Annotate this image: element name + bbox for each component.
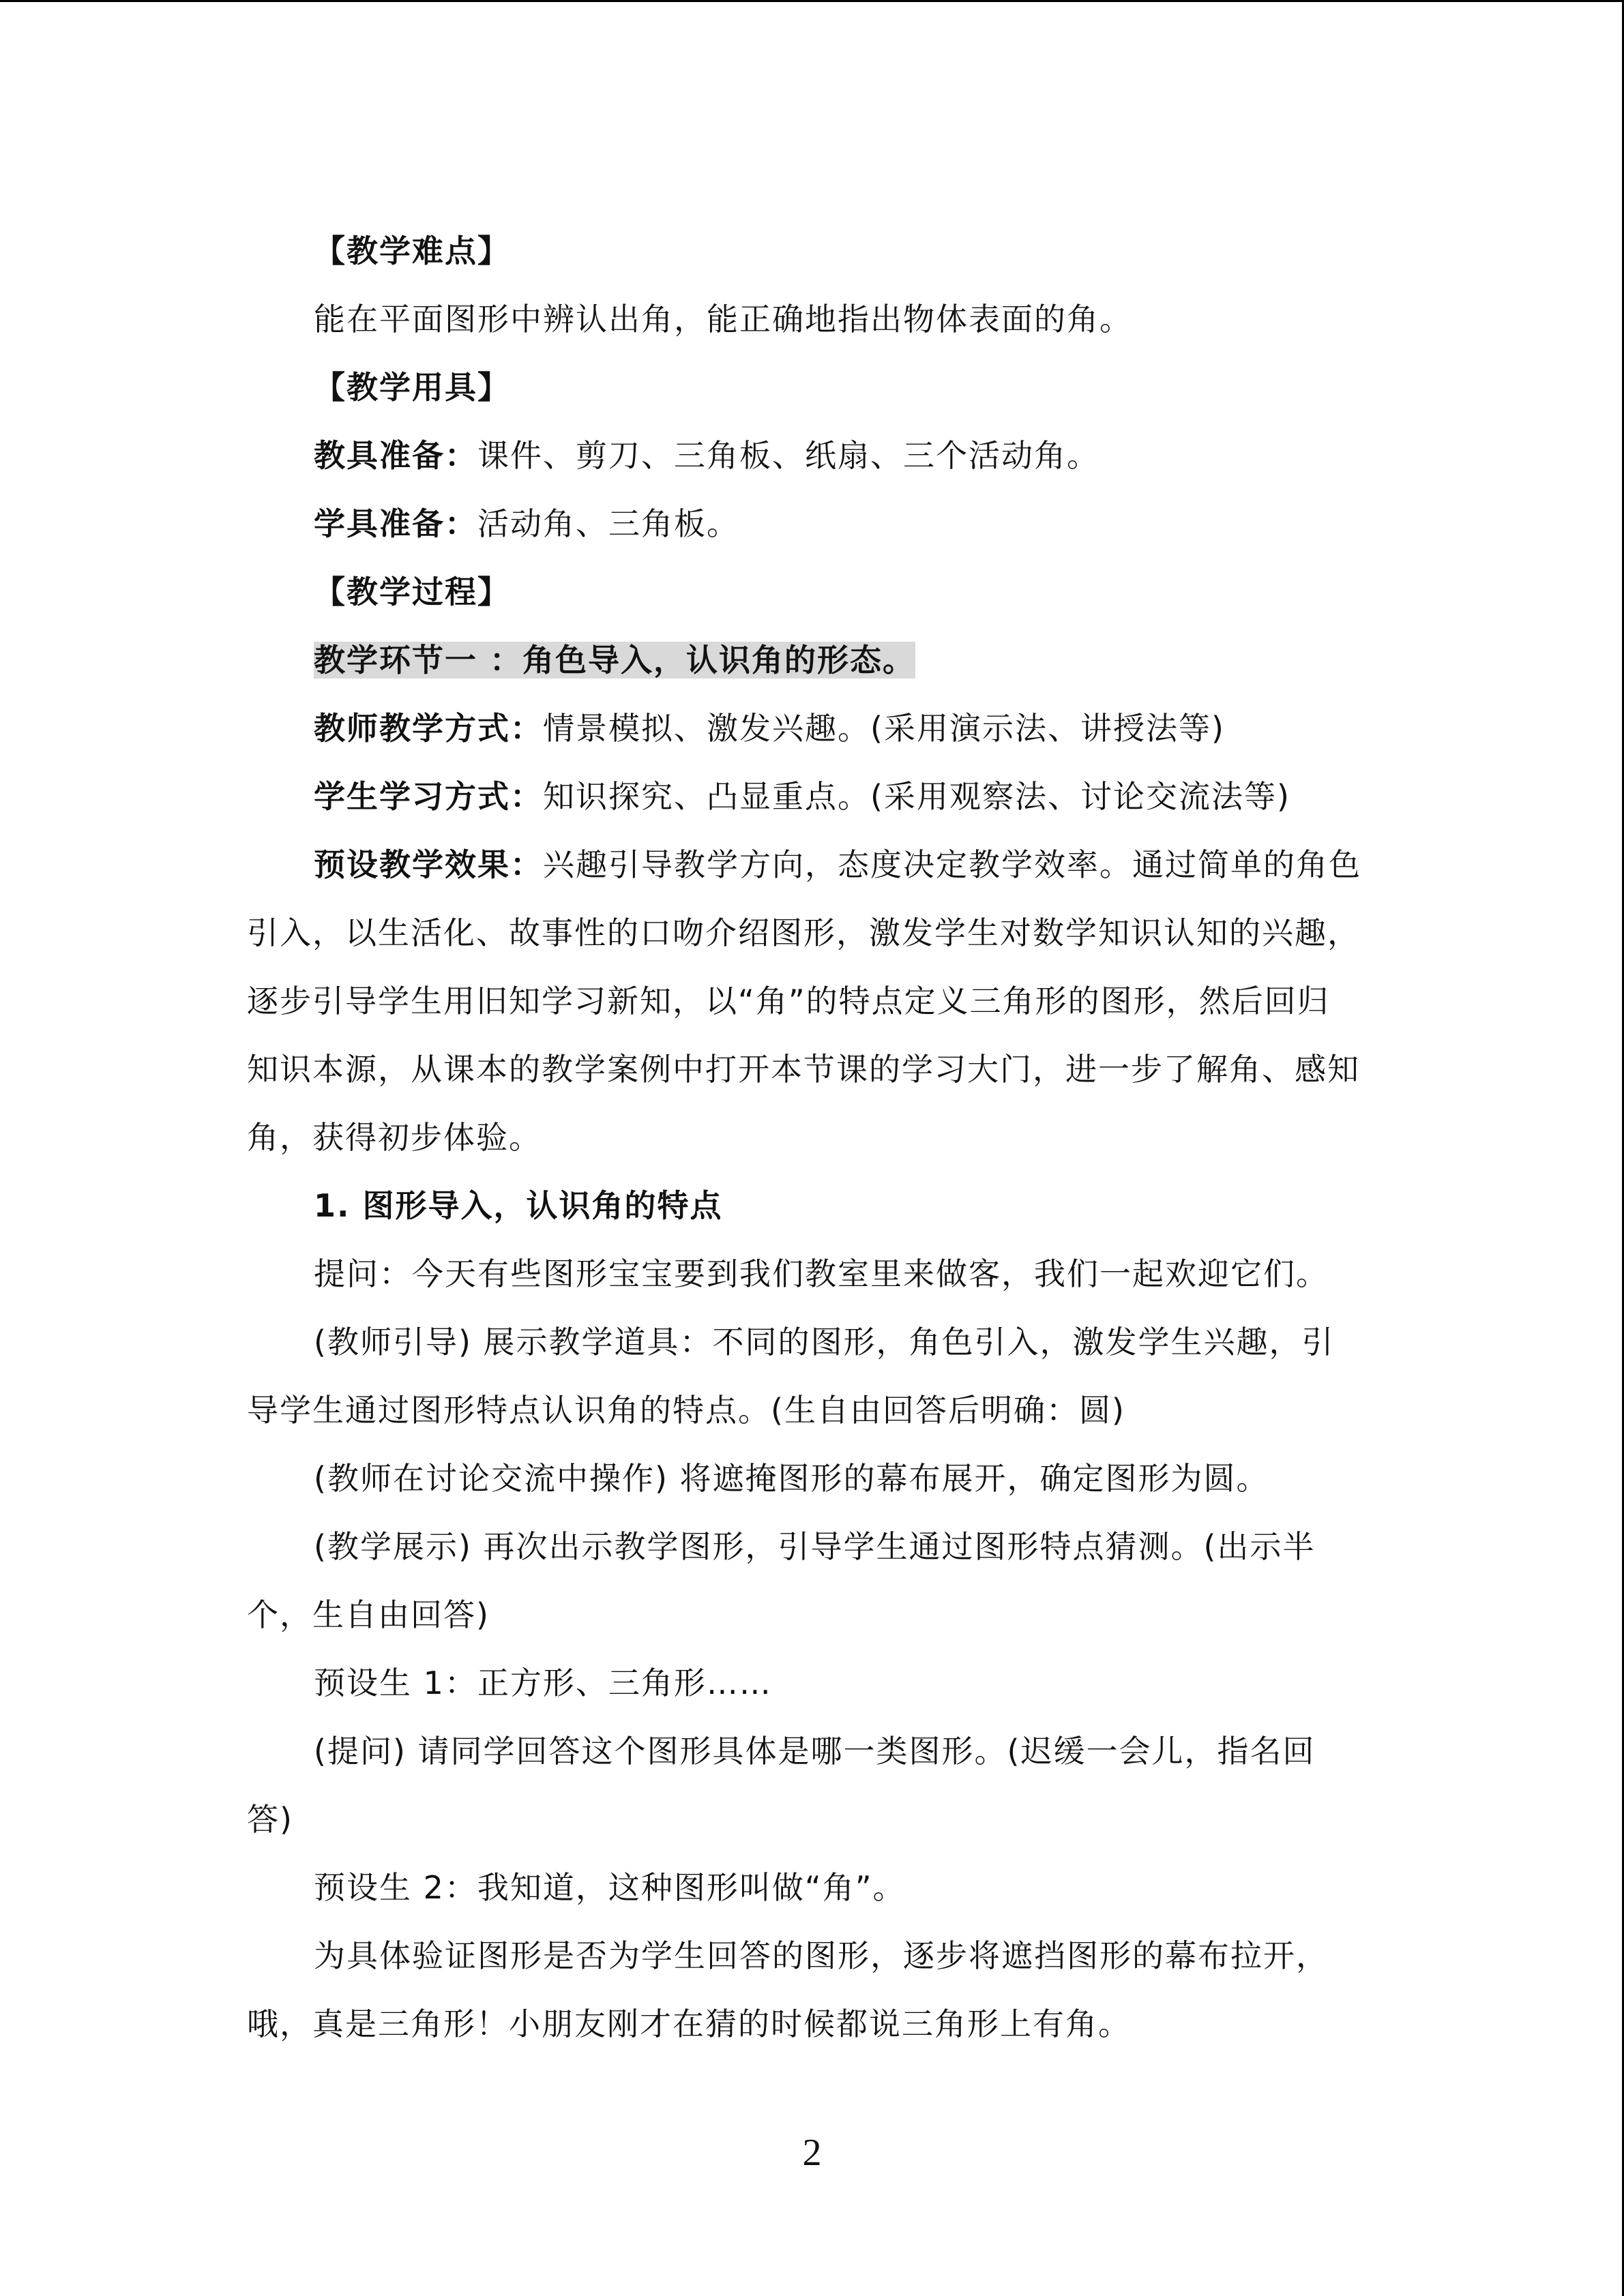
student-tools-label: 学具准备：	[314, 505, 477, 542]
question-paragraph: 提问：今天有些图形宝宝要到我们教室里来做客，我们一起欢迎它们。	[314, 1255, 1329, 1292]
student-method	[247, 762, 1365, 831]
heading-teaching-process: 【教学过程】	[314, 573, 510, 610]
effect-line-3: 逐步引导学生用旧知学习新知，以“角”的特点定义三角形的图形，然后回归	[247, 983, 1330, 1019]
show-line-2: 个，生自由回答)	[247, 1596, 490, 1633]
page-number: 2	[802, 2132, 822, 2174]
operate-paragraph: (教师在讨论交流中操作) 将遮掩图形的幕布展开，确定图形为圆。	[314, 1460, 1269, 1497]
verify-line-1: 为具体验证图形是否为学生回答的图形，逐步将遮挡图形的幕布拉开，	[314, 1937, 1329, 1974]
show-line-1: (教学展示) 再次出示教学图形，引导学生通过图形特点猜测。(出示半	[314, 1528, 1316, 1565]
heading-teaching-tools: 【教学用具】	[314, 369, 510, 406]
ask-line-2: 答)	[247, 1801, 293, 1838]
section1-title: 教学环节一 ：角色导入，认识角的形态。	[314, 642, 916, 679]
preset-student-1: 预设生 1：正方形、三角形……	[314, 1665, 772, 1701]
effect-line-4: 知识本源，从课本的教学案例中打开本节课的学习大门，进一步了解角、感知	[247, 1051, 1360, 1088]
preset-student-2: 预设生 2：我知道，这种图形叫做“角”。	[314, 1869, 906, 1906]
section1-title-row	[247, 626, 1365, 694]
subsection1-title: 1. 图形导入，认识角的特点	[314, 1187, 723, 1224]
effect-line-1	[247, 831, 1365, 899]
heading-teaching-difficulty: 【教学难点】	[314, 233, 510, 269]
student-method-text: 知识探究、凸显重点。(采用观察法、讨论交流法等)	[543, 778, 1290, 815]
student-method-label: 学生学习方式：	[314, 778, 543, 815]
student-tools-text: 活动角、三角板。	[477, 505, 739, 542]
teacher-tools-label: 教具准备：	[314, 437, 477, 474]
guide-line-1: (教师引导) 展示教学道具：不同的图形，角色引入，激发学生兴趣，引	[314, 1324, 1335, 1360]
effect-line-2: 引入，以生活化、故事性的口吻介绍图形，激发学生对数学知识认知的兴趣，	[247, 914, 1360, 951]
student-tools	[247, 490, 1365, 558]
verify-line-2: 哦，真是三角形！小朋友刚才在猜的时候都说三角形上有角。	[247, 2006, 1131, 2042]
effect-text-1: 兴趣引导教学方向，态度决定教学效率。通过简单的角色	[543, 846, 1361, 883]
teacher-tools	[247, 421, 1365, 490]
effect-label: 预设教学效果：	[314, 846, 543, 883]
teacher-tools-text: 课件、剪刀、三角板、纸扇、三个活动角。	[477, 437, 1099, 474]
teacher-method	[247, 694, 1365, 762]
teacher-method-label: 教师教学方式：	[314, 710, 543, 747]
effect-line-5: 角，获得初步体验。	[247, 1119, 542, 1156]
ask-line-1: (提问) 请同学回答这个图形具体是哪一类图形。(迟缓一会儿，指名回	[314, 1733, 1316, 1770]
document-body	[247, 217, 1365, 2058]
guide-line-2: 导学生通过图形特点认识角的特点。(生自由回答后明确：圆)	[247, 1392, 1125, 1429]
difficulty-text: 能在平面图形中辨认出角，能正确地指出物体表面的角。	[314, 301, 1132, 338]
teacher-method-text: 情景模拟、激发兴趣。(采用演示法、讲授法等)	[543, 710, 1225, 747]
